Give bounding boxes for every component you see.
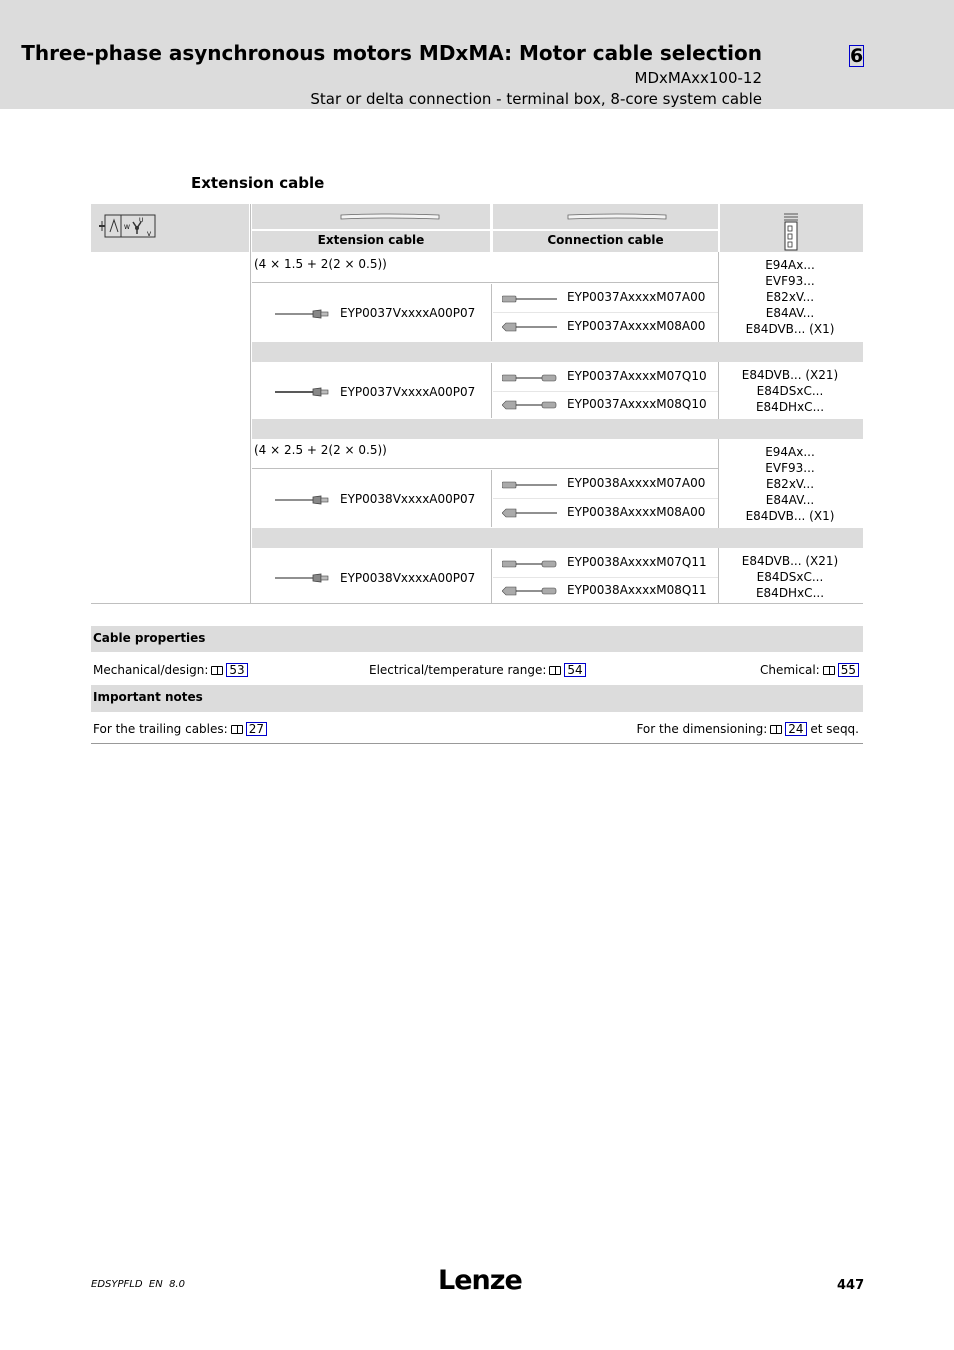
controller-item: E84DVB... (X21) xyxy=(741,368,839,382)
electrical-page-link[interactable]: 54 xyxy=(564,663,585,677)
grid-line xyxy=(491,284,492,341)
row-separator xyxy=(252,419,863,439)
connection-cable-part: EYP0038AxxxxM08A00 xyxy=(567,505,706,519)
grid-line xyxy=(493,577,718,578)
extension-cable-part: EYP0038VxxxxA00P07 xyxy=(340,571,476,585)
motor-icon-v: V xyxy=(147,231,152,238)
connection-cable-part: EYP0038AxxxxM08Q11 xyxy=(567,583,707,597)
controller-item: E82xV... xyxy=(765,477,815,491)
row-separator xyxy=(252,528,863,548)
extension-cable-header: Extension cable xyxy=(317,233,425,247)
page-title: Three-phase asynchronous motors MDxMA: Motor cable selection xyxy=(21,41,762,65)
connection-cable-part: EYP0037AxxxxM07Q10 xyxy=(567,369,707,383)
important-notes-bar xyxy=(91,685,863,712)
grid-line xyxy=(491,549,492,604)
controller-item: E84DHxC... xyxy=(755,400,825,414)
extension-cable-part: EYP0037VxxxxA00P07 xyxy=(340,306,476,320)
page-subtitle-connection: Star or delta connection - terminal box, 8-core system cable xyxy=(310,90,762,108)
book-icon xyxy=(211,666,223,675)
controller-item: E82xV... xyxy=(765,290,815,304)
connection-cable-icon xyxy=(502,400,558,410)
controller-item: E84DSxC... xyxy=(756,384,824,398)
controller-list-4 xyxy=(720,553,860,601)
dimensioning-label: For the dimensioning: xyxy=(636,722,768,736)
connection-cable-part: EYP0038AxxxxM07Q11 xyxy=(567,555,707,569)
connection-cable-header-icon xyxy=(566,213,668,221)
controller-item: E84DVB... (X1) xyxy=(745,322,835,336)
grid-line xyxy=(491,470,492,527)
connection-cable-header: Connection cable xyxy=(547,233,664,247)
controller-item: E84AV... xyxy=(765,306,815,320)
dimensioning-suffix: et seqq. xyxy=(810,722,859,736)
controller-item: E94Ax... xyxy=(765,258,815,272)
trailing-label: For the trailing cables: xyxy=(93,722,228,736)
motor-icon-w: W xyxy=(124,224,130,231)
section-title: Extension cable xyxy=(191,174,325,192)
dimensioning-ref xyxy=(636,722,859,736)
chemical-label: Chemical: xyxy=(760,663,820,677)
row-separator xyxy=(252,342,863,362)
chapter-link[interactable]: 6 xyxy=(850,45,864,67)
connection-cable-icon xyxy=(502,508,558,518)
header-divider xyxy=(252,229,718,231)
chemical-page-link[interactable]: 55 xyxy=(838,663,859,677)
connection-cable-icon xyxy=(502,373,558,383)
connection-cable-part: EYP0037AxxxxM07A00 xyxy=(567,290,706,304)
mechanical-page-link[interactable]: 53 xyxy=(226,663,247,677)
extension-cable-icon xyxy=(275,387,329,397)
motor-icon-u: U xyxy=(139,217,144,224)
page-subtitle-model: MDxMAxx100-12 xyxy=(634,69,762,87)
properties-bottom-line xyxy=(91,743,863,744)
controller-item: E84DHxC... xyxy=(755,586,825,600)
trailing-cables-ref xyxy=(93,722,267,736)
book-icon xyxy=(770,725,782,734)
controller-item: E84DVB... (X1) xyxy=(745,509,835,523)
cable-properties-bar xyxy=(91,626,863,652)
dimensioning-page-link[interactable]: 24 xyxy=(785,722,806,736)
extension-cable-part: EYP0037VxxxxA00P07 xyxy=(340,385,476,399)
controller-item: E84DSxC... xyxy=(756,570,824,584)
cable-spec-1: (4 × 1.5 + 2(2 × 0.5)) xyxy=(254,257,387,271)
extension-cable-icon xyxy=(275,309,329,319)
footer-lang: EN xyxy=(148,1279,163,1290)
controller-list-3 xyxy=(720,444,860,524)
grid-line xyxy=(493,312,718,313)
connection-cable-icon xyxy=(502,559,558,569)
grid-line xyxy=(493,498,718,499)
grid-line xyxy=(493,391,718,392)
controller-item: E94Ax... xyxy=(765,445,815,459)
controller-item: EVF93... xyxy=(765,274,815,288)
footer-doc-info xyxy=(91,1279,185,1290)
footer-version: 8.0 xyxy=(169,1279,185,1290)
footer-doc-id: EDSYPFLD xyxy=(91,1279,143,1290)
mechanical-design-ref xyxy=(93,663,248,677)
grid-line xyxy=(252,468,718,469)
connection-cable-icon xyxy=(502,586,558,596)
connection-cable-icon xyxy=(502,322,558,332)
trailing-page-link[interactable]: 27 xyxy=(246,722,267,736)
cable-spec-2: (4 × 2.5 + 2(2 × 0.5)) xyxy=(254,443,387,457)
controller-list-2 xyxy=(720,367,860,415)
connection-cable-part: EYP0037AxxxxM08A00 xyxy=(567,319,706,333)
electrical-ref xyxy=(369,663,586,677)
book-icon xyxy=(549,666,561,675)
grid-line xyxy=(491,363,492,418)
extension-cable-icon xyxy=(275,495,329,505)
page-number: 447 xyxy=(837,1278,865,1293)
controller-list-1 xyxy=(720,257,860,337)
book-icon xyxy=(823,666,835,675)
extension-cable-header-icon xyxy=(339,213,441,221)
connection-cable-icon xyxy=(502,294,558,304)
extension-cable-icon xyxy=(275,573,329,583)
connection-cable-icon xyxy=(502,480,558,490)
controller-item: EVF93... xyxy=(765,461,815,475)
grid-line xyxy=(250,204,251,604)
mechanical-label: Mechanical/design: xyxy=(93,663,209,677)
grid-line xyxy=(252,282,718,283)
motor-terminal-icon xyxy=(99,212,157,240)
lenze-logo: Lenze xyxy=(438,1265,522,1296)
cable-properties-label: Cable properties xyxy=(93,631,206,645)
controller-item: E84AV... xyxy=(765,493,815,507)
important-notes-label: Important notes xyxy=(93,690,203,704)
table-bottom-line xyxy=(91,603,863,604)
connection-cable-part: EYP0038AxxxxM07A00 xyxy=(567,476,706,490)
connection-cable-part: EYP0037AxxxxM08Q10 xyxy=(567,397,707,411)
controller-item: E84DVB... (X21) xyxy=(741,554,839,568)
book-icon xyxy=(231,725,243,734)
extension-cable-part: EYP0038VxxxxA00P07 xyxy=(340,492,476,506)
chemical-ref xyxy=(760,663,859,677)
electrical-label: Electrical/temperature range: xyxy=(369,663,547,677)
controller-icon xyxy=(782,212,800,252)
